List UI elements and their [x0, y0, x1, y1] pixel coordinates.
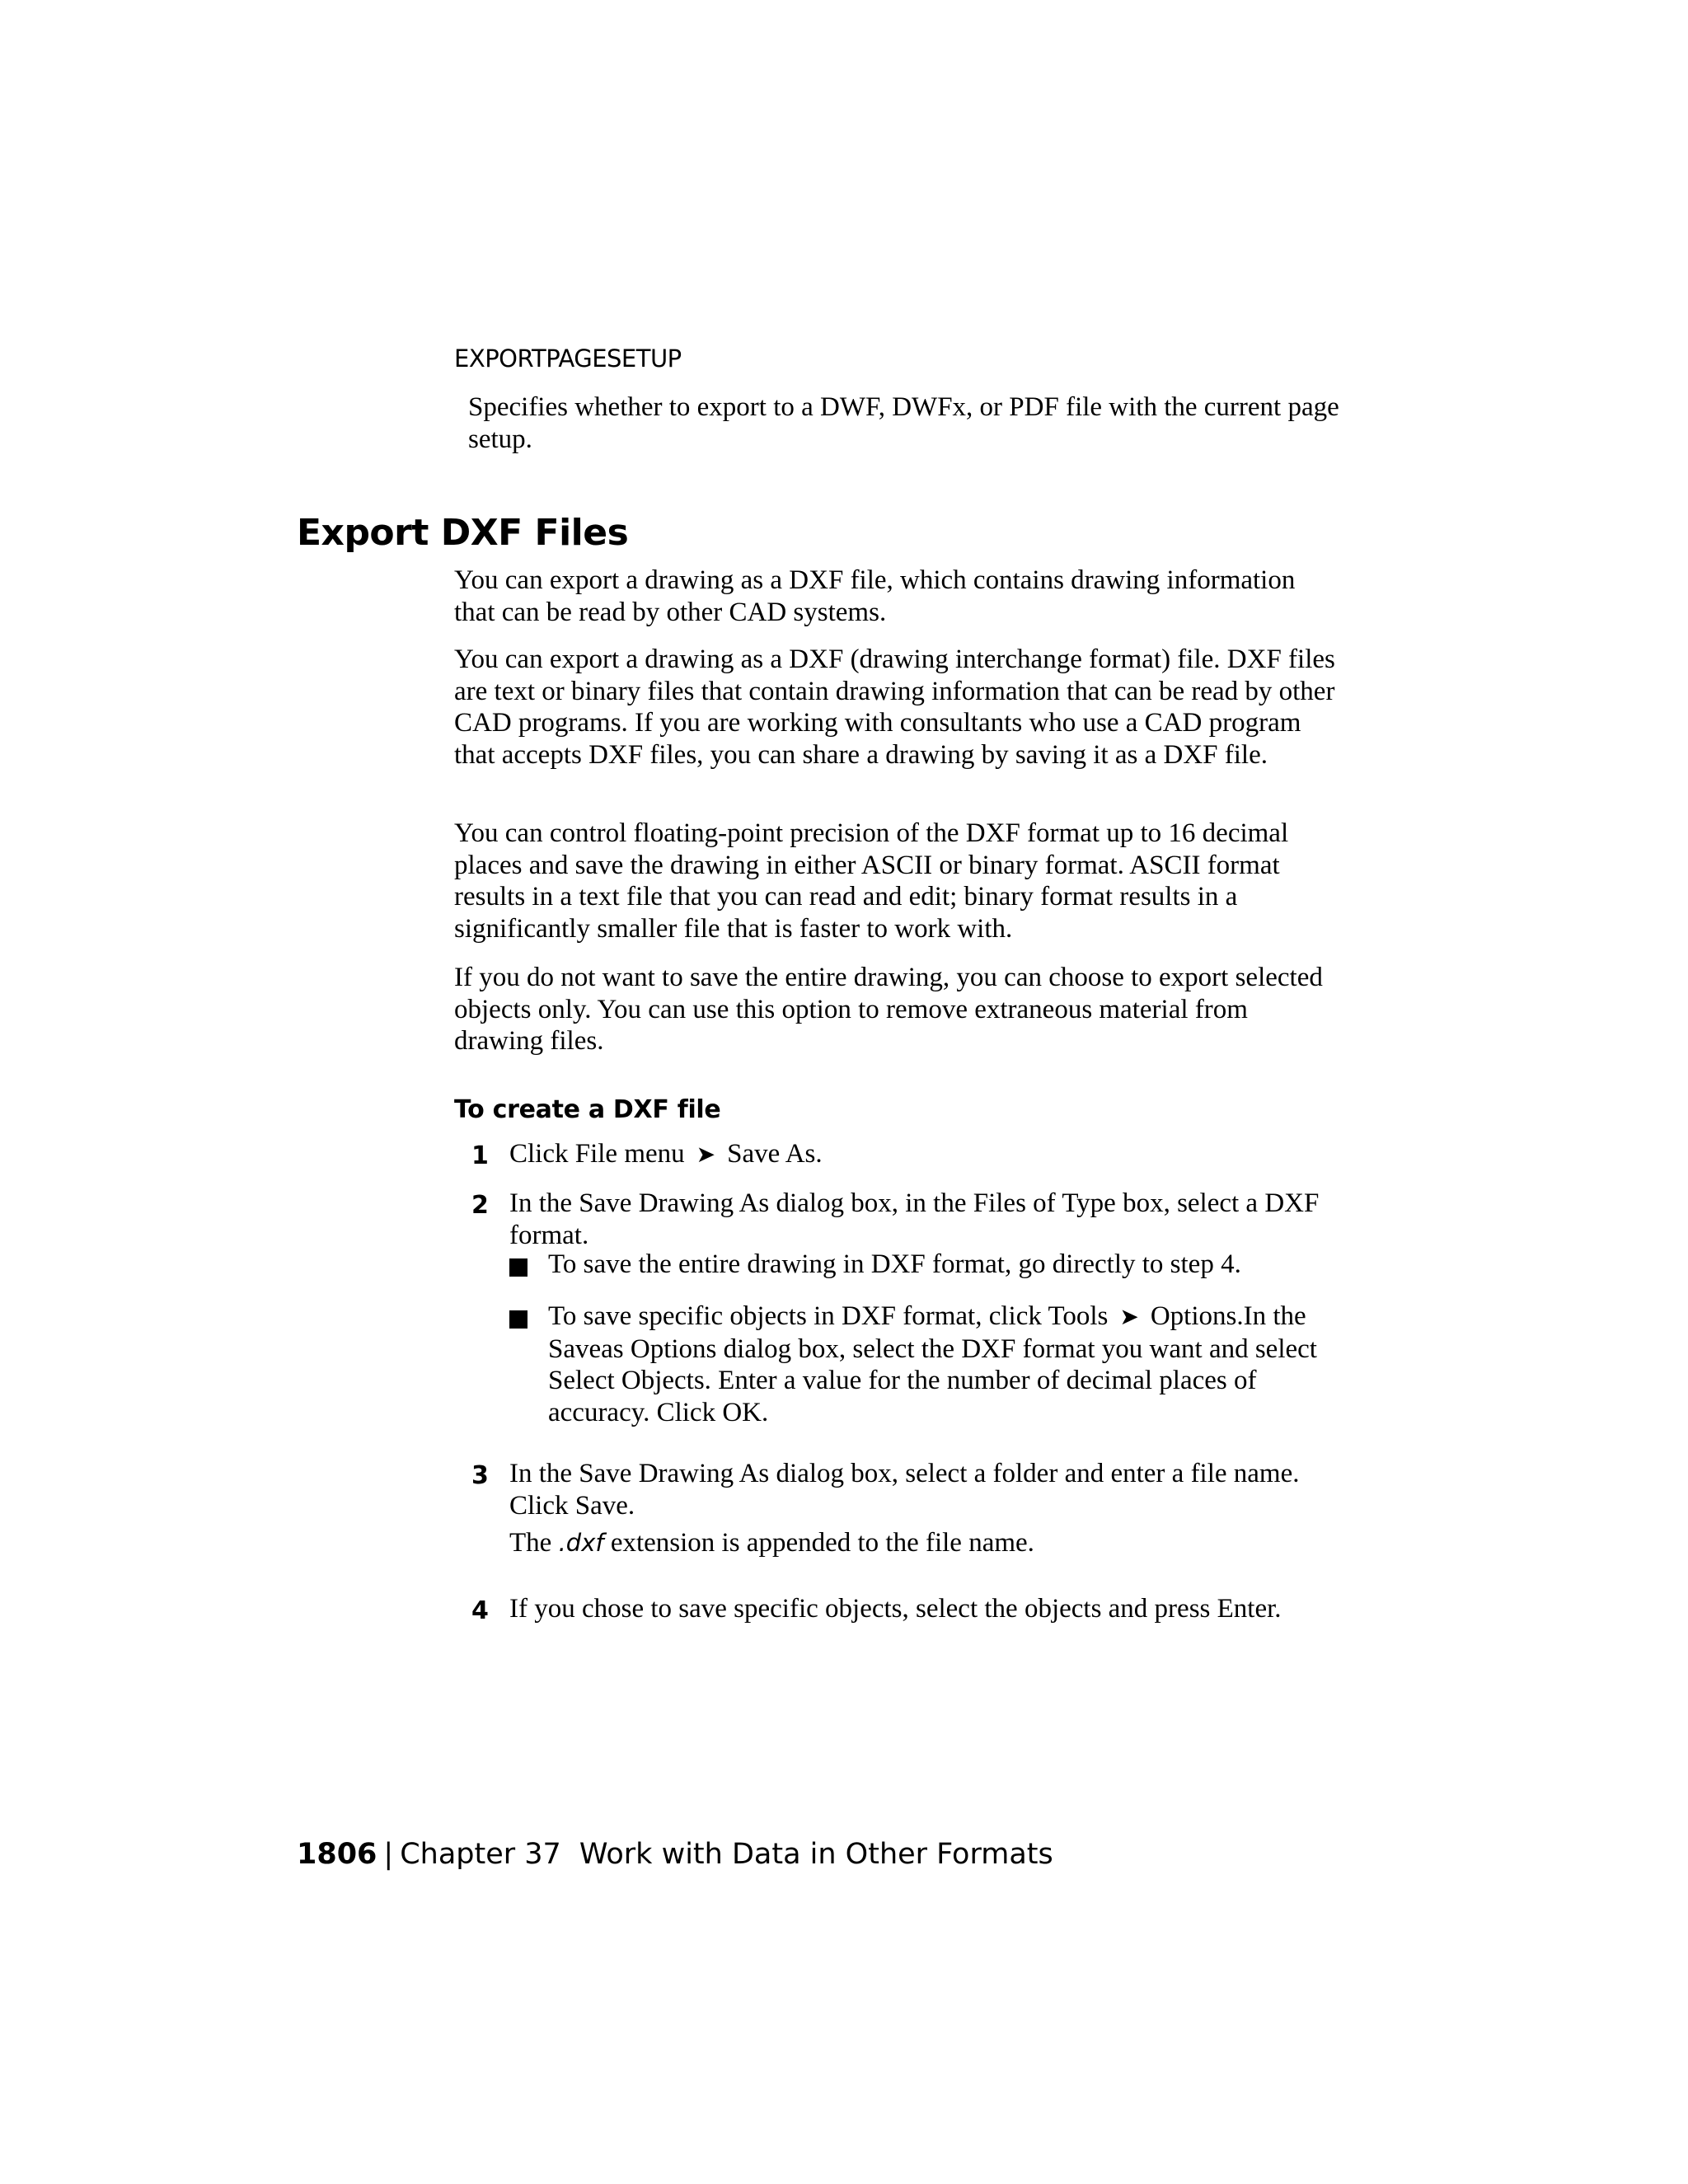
- step-number: 4: [471, 1596, 489, 1625]
- sysvar-name: EXPORTPAGESETUP: [454, 344, 682, 373]
- body-paragraph-selected-objects: If you do not want to save the entire drawing, you can choose to export selected objects only. You can use this option to remove extraneous material from drawing files.: [454, 963, 1323, 1056]
- step-number: 2: [471, 1191, 489, 1220]
- file-extension: .dxf: [558, 1529, 604, 1557]
- step-text: [509, 1138, 1343, 1171]
- step-text-part: Save As.: [727, 1139, 823, 1169]
- arrow-right-icon: ➤: [696, 1141, 716, 1168]
- sysvar-description: Specifies whether to export to a DWF, DWFx, or PDF file with the current page setup.: [468, 392, 1339, 454]
- bullet-text: To save the entire drawing in DXF format, go directly to step 4.: [548, 1249, 1241, 1279]
- footer-separator: |: [383, 1838, 394, 1871]
- bullet-text-part: To save specific objects in DXF format, click Tools: [548, 1301, 1109, 1331]
- bullet-text-part: Options.In the Saveas Options dialog box, select the DXF format you want and select Select Objects. Enter a value for the number of decimal places of accuracy. Click OK.: [548, 1301, 1317, 1427]
- step-text-part: Click File menu: [509, 1139, 685, 1169]
- page-number: 1806: [297, 1838, 377, 1871]
- chapter-label: Chapter 37: [400, 1838, 561, 1871]
- bullet-square-icon: [509, 1258, 528, 1277]
- bullet-square-icon: [509, 1310, 528, 1329]
- step-number: 1: [471, 1141, 489, 1170]
- section-title: Export DXF Files: [297, 512, 629, 554]
- step-text: In the Save Drawing As dialog box, select a folder and enter a file name. Click Save.: [509, 1459, 1300, 1521]
- procedure-title: To create a DXF file: [454, 1095, 721, 1124]
- chapter-title: Work with Data in Other Formats: [579, 1838, 1053, 1871]
- body-paragraph-precision: You can control floating-point precision of the DXF format up to 16 decimal places and save the drawing in either ASCII or binary format. ASCII format results in a text file that you can read and edit; binary format results in a significantly smaller file that is faster to work with.: [454, 818, 1289, 944]
- step-note: [509, 1527, 1343, 1559]
- step-number: 3: [471, 1461, 489, 1490]
- intro-paragraph: You can export a drawing as a DXF file, which contains drawing information that can be read by other CAD systems.: [454, 565, 1296, 627]
- arrow-right-icon: ➤: [1119, 1303, 1139, 1330]
- bullet-text: [548, 1301, 1343, 1428]
- step-text: In the Save Drawing As dialog box, in the Files of Type box, select a DXF format.: [509, 1188, 1320, 1250]
- step-text: If you chose to save specific objects, select the objects and press Enter.: [509, 1594, 1282, 1624]
- step-note-prefix: The: [509, 1528, 552, 1558]
- body-paragraph-dxf-format: You can export a drawing as a DXF (drawing interchange format) file. DXF files are text or binary files that contain drawing information that can be read by other CAD programs. If you are working with consultants who use a CAD program that accepts DXF files, you can share a drawing by saving it as a DXF file.: [454, 644, 1335, 770]
- step-note-suffix: extension is appended to the file name.: [610, 1528, 1034, 1558]
- page-footer: [297, 1838, 1053, 1871]
